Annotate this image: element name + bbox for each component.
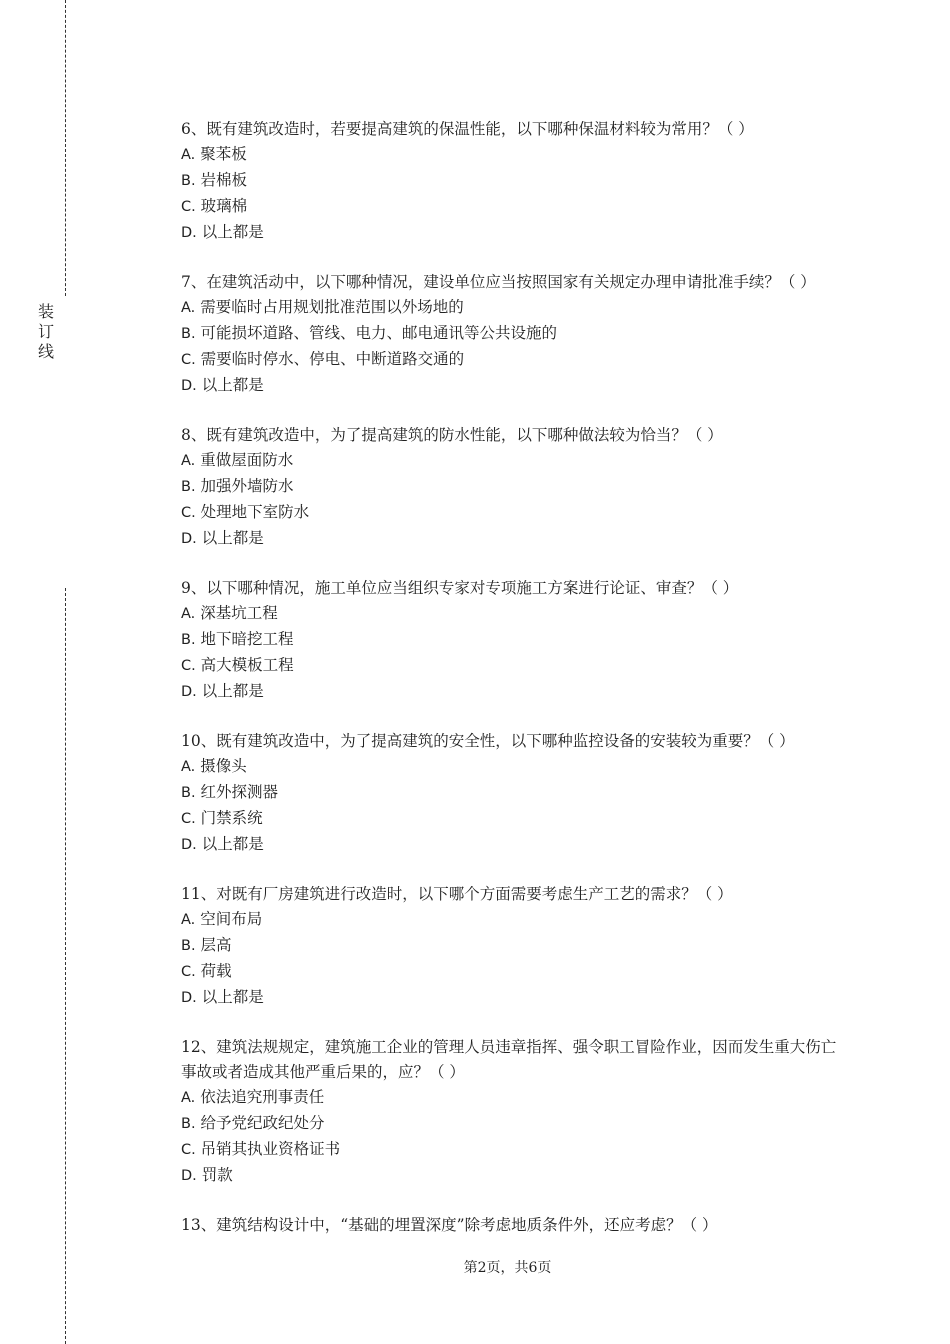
option-letter: B. bbox=[181, 785, 196, 801]
option-letter: A. bbox=[181, 300, 196, 316]
option-text: 以上都是 bbox=[201, 223, 264, 241]
option-letter: A. bbox=[181, 606, 196, 622]
option-letter: C. bbox=[181, 352, 196, 368]
option-text: 岩棉板 bbox=[200, 171, 248, 189]
option-text: 需要临时停水、停电、中断道路交通的 bbox=[200, 350, 465, 368]
option-letter: D. bbox=[181, 990, 197, 1006]
option-c[interactable] bbox=[181, 806, 841, 832]
option-text: 罚款 bbox=[201, 1166, 233, 1184]
option-text: 荷载 bbox=[200, 962, 232, 980]
option-b[interactable] bbox=[181, 780, 841, 806]
option-c[interactable] bbox=[181, 347, 841, 373]
option-c[interactable] bbox=[181, 653, 841, 679]
option-letter: C. bbox=[181, 964, 196, 980]
option-text: 空间布局 bbox=[200, 910, 263, 928]
option-letter: B. bbox=[181, 326, 196, 342]
option-letter: B. bbox=[181, 938, 196, 954]
option-text: 可能损坏道路、管线、电力、邮电通讯等公共设施的 bbox=[200, 324, 558, 342]
option-text: 以上都是 bbox=[201, 376, 264, 394]
question-stem: 10、既有建筑改造中，为了提高建筑的安全性，以下哪种监控设备的安装较为重要？（ ） bbox=[181, 732, 795, 750]
question-stem: 11、对既有厂房建筑进行改造时，以下哪个方面需要考虑生产工艺的需求？（ ） bbox=[181, 885, 733, 903]
option-a[interactable] bbox=[181, 142, 841, 168]
option-c[interactable] bbox=[181, 500, 841, 526]
question-stem: 6、既有建筑改造时，若要提高建筑的保温性能，以下哪种保温材料较为常用？（ ） bbox=[181, 120, 754, 138]
option-text: 吊销其执业资格证书 bbox=[200, 1140, 341, 1158]
option-text: 需要临时占用规划批准范围以外场地的 bbox=[200, 298, 464, 316]
option-letter: B. bbox=[181, 632, 196, 648]
option-text: 玻璃棉 bbox=[200, 197, 248, 215]
option-text: 以上都是 bbox=[201, 835, 264, 853]
option-d[interactable] bbox=[181, 985, 841, 1011]
option-letter: B. bbox=[181, 479, 196, 495]
option-letter: D. bbox=[181, 684, 197, 700]
option-text: 加强外墙防水 bbox=[200, 477, 294, 495]
option-text: 给予党纪政纪处分 bbox=[200, 1114, 325, 1132]
page-number: 第2页，共6页 bbox=[463, 1260, 552, 1276]
option-letter: A. bbox=[181, 912, 196, 928]
option-text: 红外探测器 bbox=[200, 783, 279, 801]
question-stem: 8、既有建筑改造中，为了提高建筑的防水性能，以下哪种做法较为恰当？（ ） bbox=[181, 426, 723, 444]
option-d[interactable] bbox=[181, 373, 841, 399]
option-letter: A. bbox=[181, 453, 196, 469]
option-d[interactable] bbox=[181, 1163, 841, 1189]
option-letter: D. bbox=[181, 531, 197, 547]
option-b[interactable] bbox=[181, 1111, 841, 1137]
binding-line-label bbox=[36, 302, 56, 362]
option-letter: D. bbox=[181, 225, 197, 241]
option-a[interactable] bbox=[181, 1085, 841, 1111]
option-a[interactable] bbox=[181, 295, 841, 321]
question-stem: 7、在建筑活动中，以下哪种情况，建设单位应当按照国家有关规定办理申请批准手续？（ ） bbox=[181, 273, 816, 291]
option-d[interactable] bbox=[181, 220, 841, 246]
option-b[interactable] bbox=[181, 933, 841, 959]
option-letter: A. bbox=[181, 1090, 196, 1106]
option-letter: B. bbox=[181, 173, 196, 189]
option-a[interactable] bbox=[181, 754, 841, 780]
option-letter: D. bbox=[181, 378, 197, 394]
question-13 bbox=[181, 1213, 841, 1238]
binding-label-char: 订 bbox=[37, 322, 54, 341]
option-b[interactable] bbox=[181, 168, 841, 194]
option-text: 高大模板工程 bbox=[200, 656, 294, 674]
option-text: 聚苯板 bbox=[200, 145, 247, 163]
option-a[interactable] bbox=[181, 601, 841, 627]
option-letter: A. bbox=[181, 147, 196, 163]
option-letter: D. bbox=[181, 1168, 197, 1184]
option-text: 依法追究刑事责任 bbox=[200, 1088, 325, 1106]
question-9 bbox=[181, 576, 841, 705]
option-b[interactable] bbox=[181, 321, 841, 347]
option-letter: C. bbox=[181, 1142, 196, 1158]
option-b[interactable] bbox=[181, 474, 841, 500]
question-list bbox=[181, 117, 841, 1262]
option-text: 重做屋面防水 bbox=[200, 451, 294, 469]
question-11 bbox=[181, 882, 841, 1011]
question-stem: 12、建筑法规规定，建筑施工企业的管理人员违章指挥、强令职工冒险作业，因而发生重大伤亡事故或者造成其他严重后果的，应？（ ） bbox=[181, 1038, 837, 1081]
option-text: 以上都是 bbox=[201, 988, 264, 1006]
question-stem: 13、建筑结构设计中，“基础的埋置深度”除考虑地质条件外，还应考虑？（ ） bbox=[181, 1216, 718, 1234]
option-letter: B. bbox=[181, 1116, 196, 1132]
binding-dashed-line-top bbox=[65, 0, 66, 296]
question-10 bbox=[181, 729, 841, 858]
question-8 bbox=[181, 423, 841, 552]
option-d[interactable] bbox=[181, 679, 841, 705]
option-text: 层高 bbox=[200, 936, 232, 954]
option-letter: D. bbox=[181, 837, 197, 853]
option-a[interactable] bbox=[181, 448, 841, 474]
option-text: 深基坑工程 bbox=[200, 604, 278, 622]
option-b[interactable] bbox=[181, 627, 841, 653]
option-text: 摄像头 bbox=[200, 757, 247, 775]
question-6 bbox=[181, 117, 841, 246]
option-text: 门禁系统 bbox=[200, 809, 263, 827]
option-c[interactable] bbox=[181, 959, 841, 985]
option-d[interactable] bbox=[181, 832, 841, 858]
option-letter: A. bbox=[181, 759, 196, 775]
option-letter: C. bbox=[181, 658, 196, 674]
option-d[interactable] bbox=[181, 526, 841, 552]
binding-dashed-line-bottom bbox=[65, 588, 66, 1344]
option-c[interactable] bbox=[181, 194, 841, 220]
option-letter: C. bbox=[181, 505, 196, 521]
option-a[interactable] bbox=[181, 907, 841, 933]
option-text: 地下暗挖工程 bbox=[200, 630, 294, 648]
question-12 bbox=[181, 1035, 841, 1189]
option-letter: C. bbox=[181, 811, 196, 827]
question-7 bbox=[181, 270, 841, 399]
option-text: 以上都是 bbox=[201, 529, 264, 547]
option-text: 处理地下室防水 bbox=[200, 503, 310, 521]
option-c[interactable] bbox=[181, 1137, 841, 1163]
option-text: 以上都是 bbox=[201, 682, 264, 700]
option-letter: C. bbox=[181, 199, 196, 215]
binding-label-char: 装 bbox=[37, 302, 54, 321]
binding-label-char: 线 bbox=[37, 342, 54, 361]
question-stem: 9、以下哪种情况，施工单位应当组织专家对专项施工方案进行论证、审查？（ ） bbox=[181, 579, 739, 597]
